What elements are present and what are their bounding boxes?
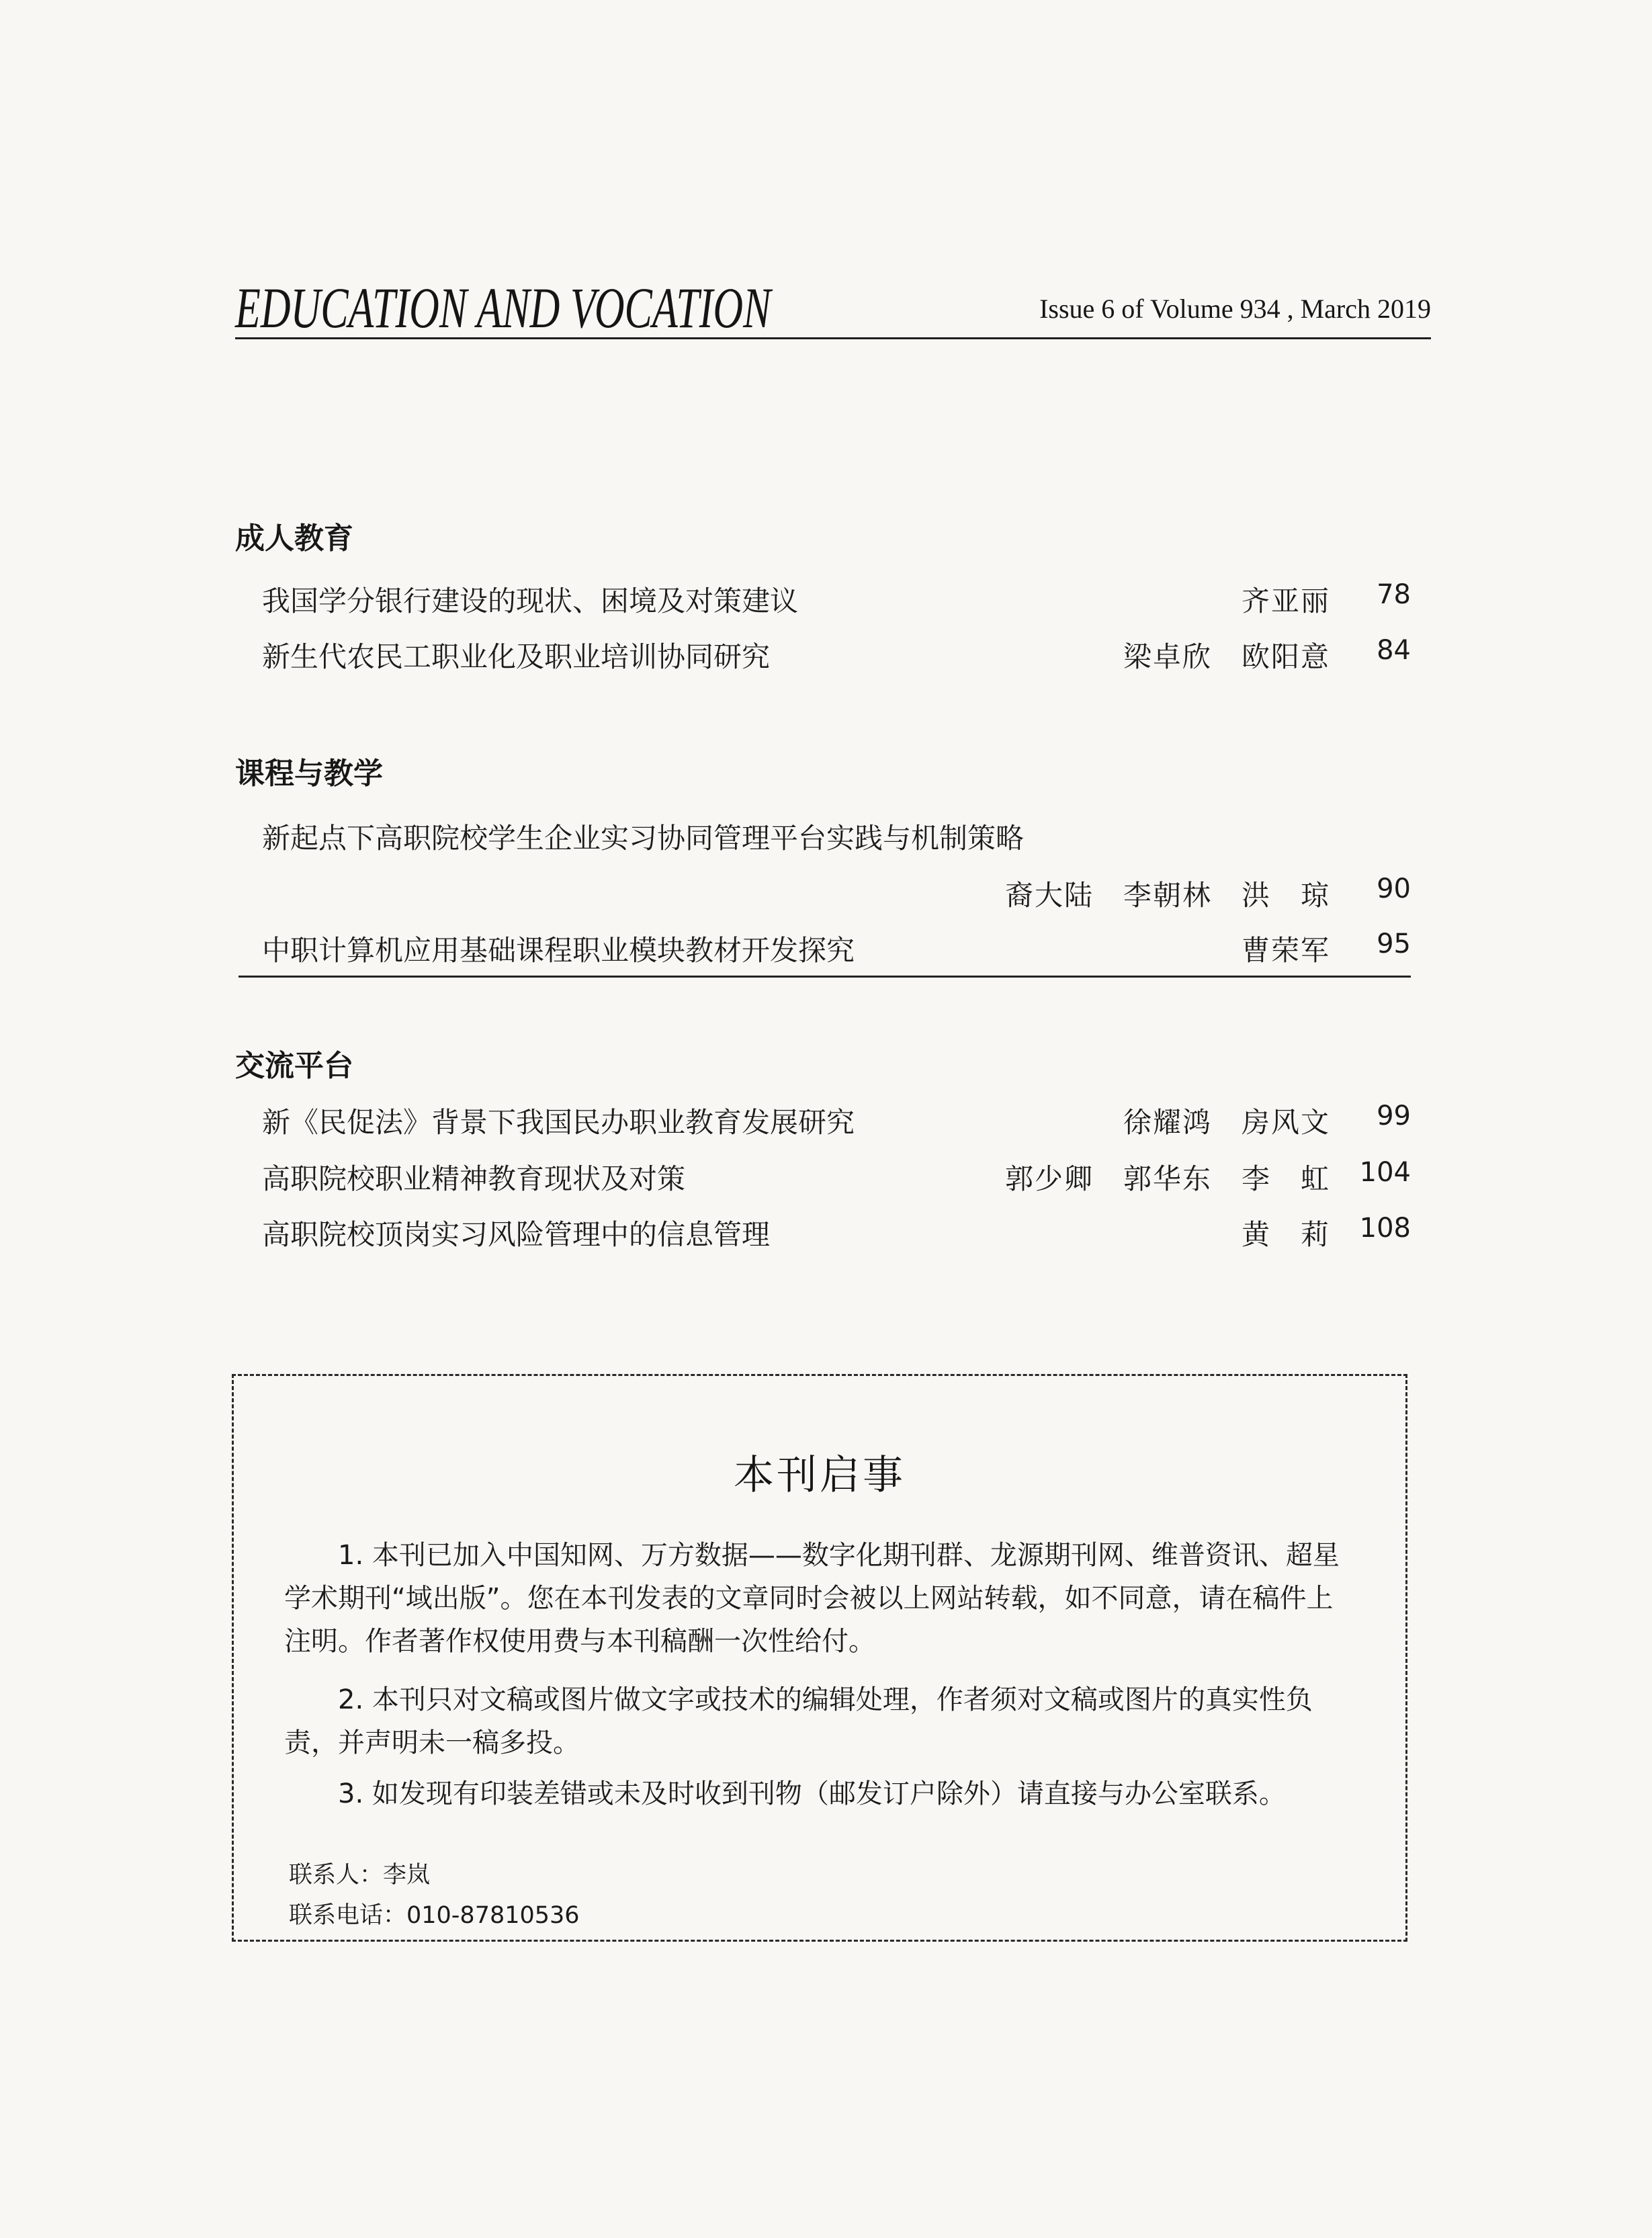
toc-page-number: 104	[1359, 1157, 1411, 1188]
issue-line: Issue 6 of Volume 934 , March 2019	[1039, 294, 1431, 324]
toc-page-number: 84	[1377, 635, 1411, 666]
toc-page-number: 90	[1377, 873, 1411, 904]
masthead	[235, 269, 1431, 343]
toc-authors: 曹荣军	[1241, 934, 1330, 967]
toc-row[interactable]	[262, 816, 1411, 854]
toc-authors: 黄 莉	[1241, 1218, 1330, 1251]
toc-row-continuation[interactable]	[262, 873, 1411, 911]
toc-title: 高职院校职业精神教育现状及对策	[262, 1162, 686, 1195]
toc-authors: 齐亚丽	[1241, 585, 1330, 617]
section-heading-exchange-platform: 交流平台	[235, 1049, 353, 1083]
contact-phone: 联系电话：010-87810536	[289, 1902, 580, 1929]
notice-title: 本刊启事	[734, 1452, 906, 1499]
toc-authors: 郭少卿 郭华东 李 虹	[1004, 1162, 1330, 1195]
toc-authors: 徐耀鸿 房风文	[1123, 1106, 1330, 1139]
toc-row[interactable]	[262, 929, 1411, 966]
toc-authors: 梁卓欣 欧阳意	[1123, 640, 1330, 673]
notice-box	[232, 1374, 1407, 1942]
toc-page-number: 95	[1377, 929, 1411, 959]
toc-title: 中职计算机应用基础课程职业模块教材开发探究	[262, 934, 855, 967]
toc-authors: 裔大陆 李朝林 洪 琼	[1004, 879, 1330, 912]
toc-title: 我国学分银行建设的现状、困境及对策建议	[262, 585, 799, 617]
notice-item: 2. 本刊只对文稿或图片做文字或技术的编辑处理，作者须对文稿或图片的真实性负责，并声明未一稿多投。	[284, 1684, 1313, 1758]
toc-row[interactable]	[262, 1101, 1411, 1138]
toc-row[interactable]	[262, 1157, 1411, 1195]
toc-title: 新生代农民工职业化及职业培训协同研究	[262, 640, 771, 673]
toc-page-number: 99	[1377, 1101, 1411, 1131]
masthead-rule	[235, 337, 1431, 339]
toc-page-number: 108	[1359, 1213, 1411, 1244]
toc-row[interactable]	[262, 1213, 1411, 1250]
notice-item: 3. 如发现有印装差错或未及时收到刊物（邮发订户除外）请直接与办公室联系。	[338, 1778, 1286, 1809]
toc-row[interactable]	[262, 635, 1411, 673]
section-heading-curriculum-teaching: 课程与教学	[235, 757, 383, 791]
toc-title: 高职院校顶岗实习风险管理中的信息管理	[262, 1218, 771, 1251]
journal-title: EDUCATION AND VOCATION	[235, 275, 771, 340]
toc-title: 新《民促法》背景下我国民办职业教育发展研究	[262, 1106, 855, 1139]
contact-person: 联系人：李岚	[289, 1862, 431, 1889]
toc-page-number: 78	[1377, 579, 1411, 610]
section-heading-adult-education: 成人教育	[235, 521, 353, 556]
toc-title: 新起点下高职院校学生企业实习协同管理平台实践与机制策略	[262, 822, 1025, 855]
notice-item: 1. 本刊已加入中国知网、万方数据——数字化期刊群、龙源期刊网、维普资讯、超星学术期刊“域出版”。您在本刊发表的文章同时会被以上网站转载，如不同意，请在稿件上注明。作者著作权使用费与本刊稿酬一次性给付。	[284, 1540, 1340, 1657]
section-divider	[238, 976, 1411, 978]
toc-row[interactable]	[262, 579, 1411, 617]
